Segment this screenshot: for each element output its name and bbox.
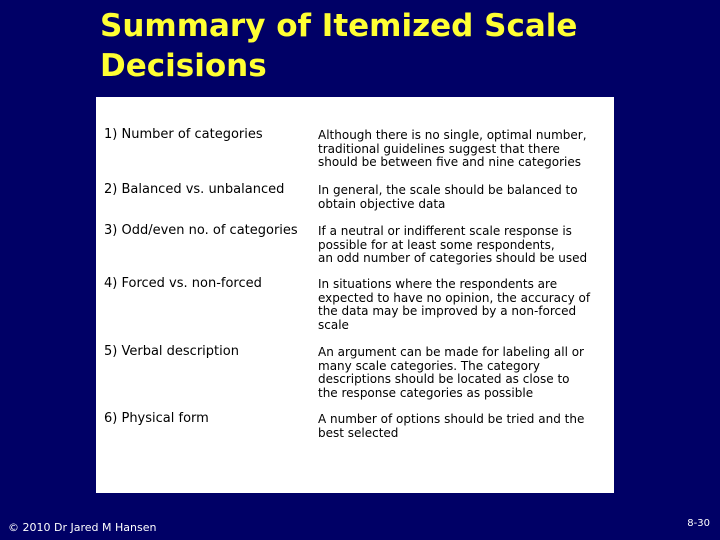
description-line: many scale categories. The category bbox=[318, 358, 540, 373]
description-line: the data may be improved by a non-forced bbox=[318, 304, 577, 318]
description-line: descriptions should be located as close to bbox=[318, 372, 570, 386]
decision-label: 2) Balanced vs. unbalanced bbox=[104, 182, 285, 197]
decision-description bbox=[318, 278, 608, 332]
decision-label: 3) Odd/even no. of categories bbox=[104, 223, 298, 238]
description-line: an odd number of categories should be used bbox=[318, 251, 588, 265]
description-line: traditional guidelines suggest that there bbox=[318, 141, 560, 156]
slide-title: Summary of Itemized Scale Decisions bbox=[100, 8, 578, 84]
description-line: expected to have no opinion, the accuracy of bbox=[318, 290, 591, 305]
description-line: the response categories as possible bbox=[318, 385, 534, 400]
decision-label: 6) Physical form bbox=[104, 411, 209, 426]
decisions-panel bbox=[96, 97, 614, 493]
description-line: In general, the scale should be balanced to bbox=[318, 183, 578, 197]
description-line: Although there is no single, optimal number, bbox=[318, 128, 587, 142]
description-line: obtain objective data bbox=[318, 196, 446, 211]
decision-description bbox=[318, 184, 608, 211]
decision-description bbox=[318, 413, 608, 440]
decision-description bbox=[318, 129, 608, 170]
description-line: possible for at least some respondents, bbox=[318, 237, 555, 252]
description-line: scale bbox=[318, 317, 349, 332]
description-line: A number of options should be tried and the bbox=[318, 412, 585, 426]
description-line: An argument can be made for labeling all or bbox=[318, 345, 584, 359]
description-line: should be between five and nine categories bbox=[318, 155, 581, 169]
page-number: 8-30 bbox=[687, 518, 710, 529]
decision-label: 5) Verbal description bbox=[104, 344, 239, 359]
copyright-footer: © 2010 Dr Jared M Hansen bbox=[8, 521, 157, 534]
description-line: best selected bbox=[318, 425, 399, 440]
decision-description bbox=[318, 346, 608, 400]
decision-description bbox=[318, 225, 608, 266]
decision-label: 4) Forced vs. non-forced bbox=[104, 276, 262, 291]
decision-label: 1) Number of categories bbox=[104, 127, 263, 142]
description-line: If a neutral or indifferent scale response is bbox=[318, 224, 572, 238]
description-line: In situations where the respondents are bbox=[318, 277, 558, 291]
